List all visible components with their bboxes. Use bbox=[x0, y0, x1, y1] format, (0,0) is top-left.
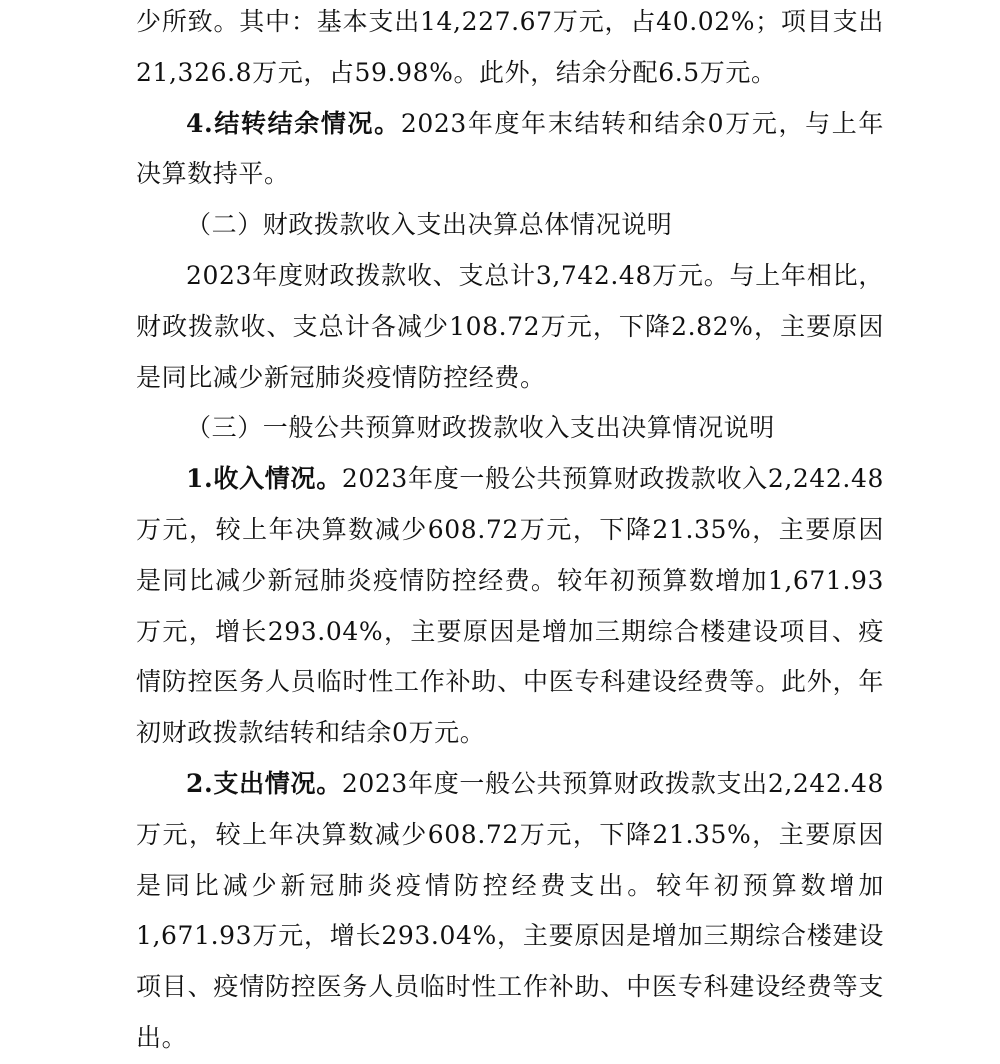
section-heading-text: （三）一般公共预算财政拨款收入支出决算情况说明 bbox=[186, 413, 775, 443]
paragraph-income bbox=[136, 454, 884, 759]
paragraph-lead-heading: 1.收入情况。 bbox=[186, 464, 342, 494]
paragraph-text: 2023年度财政拨款收、支总计3,742.48万元。与上年相比，财政拨款收、支总计各减少108.72万元，下降2.82%，主要原因是同比减少新冠肺炎疫情防控经费。 bbox=[136, 260, 884, 392]
paragraph-text: 2023年度一般公共预算财政拨款收入2,242.48万元，较上年决算数减少608.72万元，下降21.35%，主要原因是同比减少新冠肺炎疫情防控经费。较年初预算数增加1,671.93万元，增长293.04%，主要原因是增加三期综合楼建设项目、疫情防控医务人员临时性工作补助、中医专科建设经费等。此外，年初财政拨款结转和结余0万元。 bbox=[136, 464, 884, 748]
paragraph-lead-heading: 4.结转结余情况。 bbox=[186, 108, 401, 138]
section-heading-text: （二）财政拨款收入支出决算总体情况说明 bbox=[186, 210, 673, 240]
paragraph-expenditure-breakdown bbox=[136, 0, 884, 99]
paragraph-expenditure bbox=[136, 759, 884, 1064]
section-heading-general-budget bbox=[136, 403, 884, 454]
paragraph-text: 2023年度一般公共预算财政拨款支出2,242.48万元，较上年决算数减少608.72万元，下降21.35%，主要原因是同比减少新冠肺炎疫情防控经费支出。较年初预算数增加1,671.93万元，增长293.04%，主要原因是增加三期综合楼建设项目、疫情防控医务人员临时性工作补助、中医专科建设经费等支出。 bbox=[136, 768, 884, 1052]
paragraph-text: 2023年度年末结转和结余0万元，与上年决算数持平。 bbox=[136, 108, 885, 189]
document-body bbox=[136, 0, 884, 1064]
section-heading-fiscal-overview bbox=[136, 200, 884, 251]
paragraph-lead-heading: 2.支出情况。 bbox=[186, 768, 342, 798]
paragraph-fiscal-overview bbox=[136, 251, 884, 403]
paragraph-text: 少所致。其中：基本支出14,227.67万元，占40.02%；项目支出21,326.8万元，占59.98%。此外，结余分配6.5万元。 bbox=[136, 7, 884, 87]
paragraph-carryover-balance bbox=[136, 99, 884, 201]
